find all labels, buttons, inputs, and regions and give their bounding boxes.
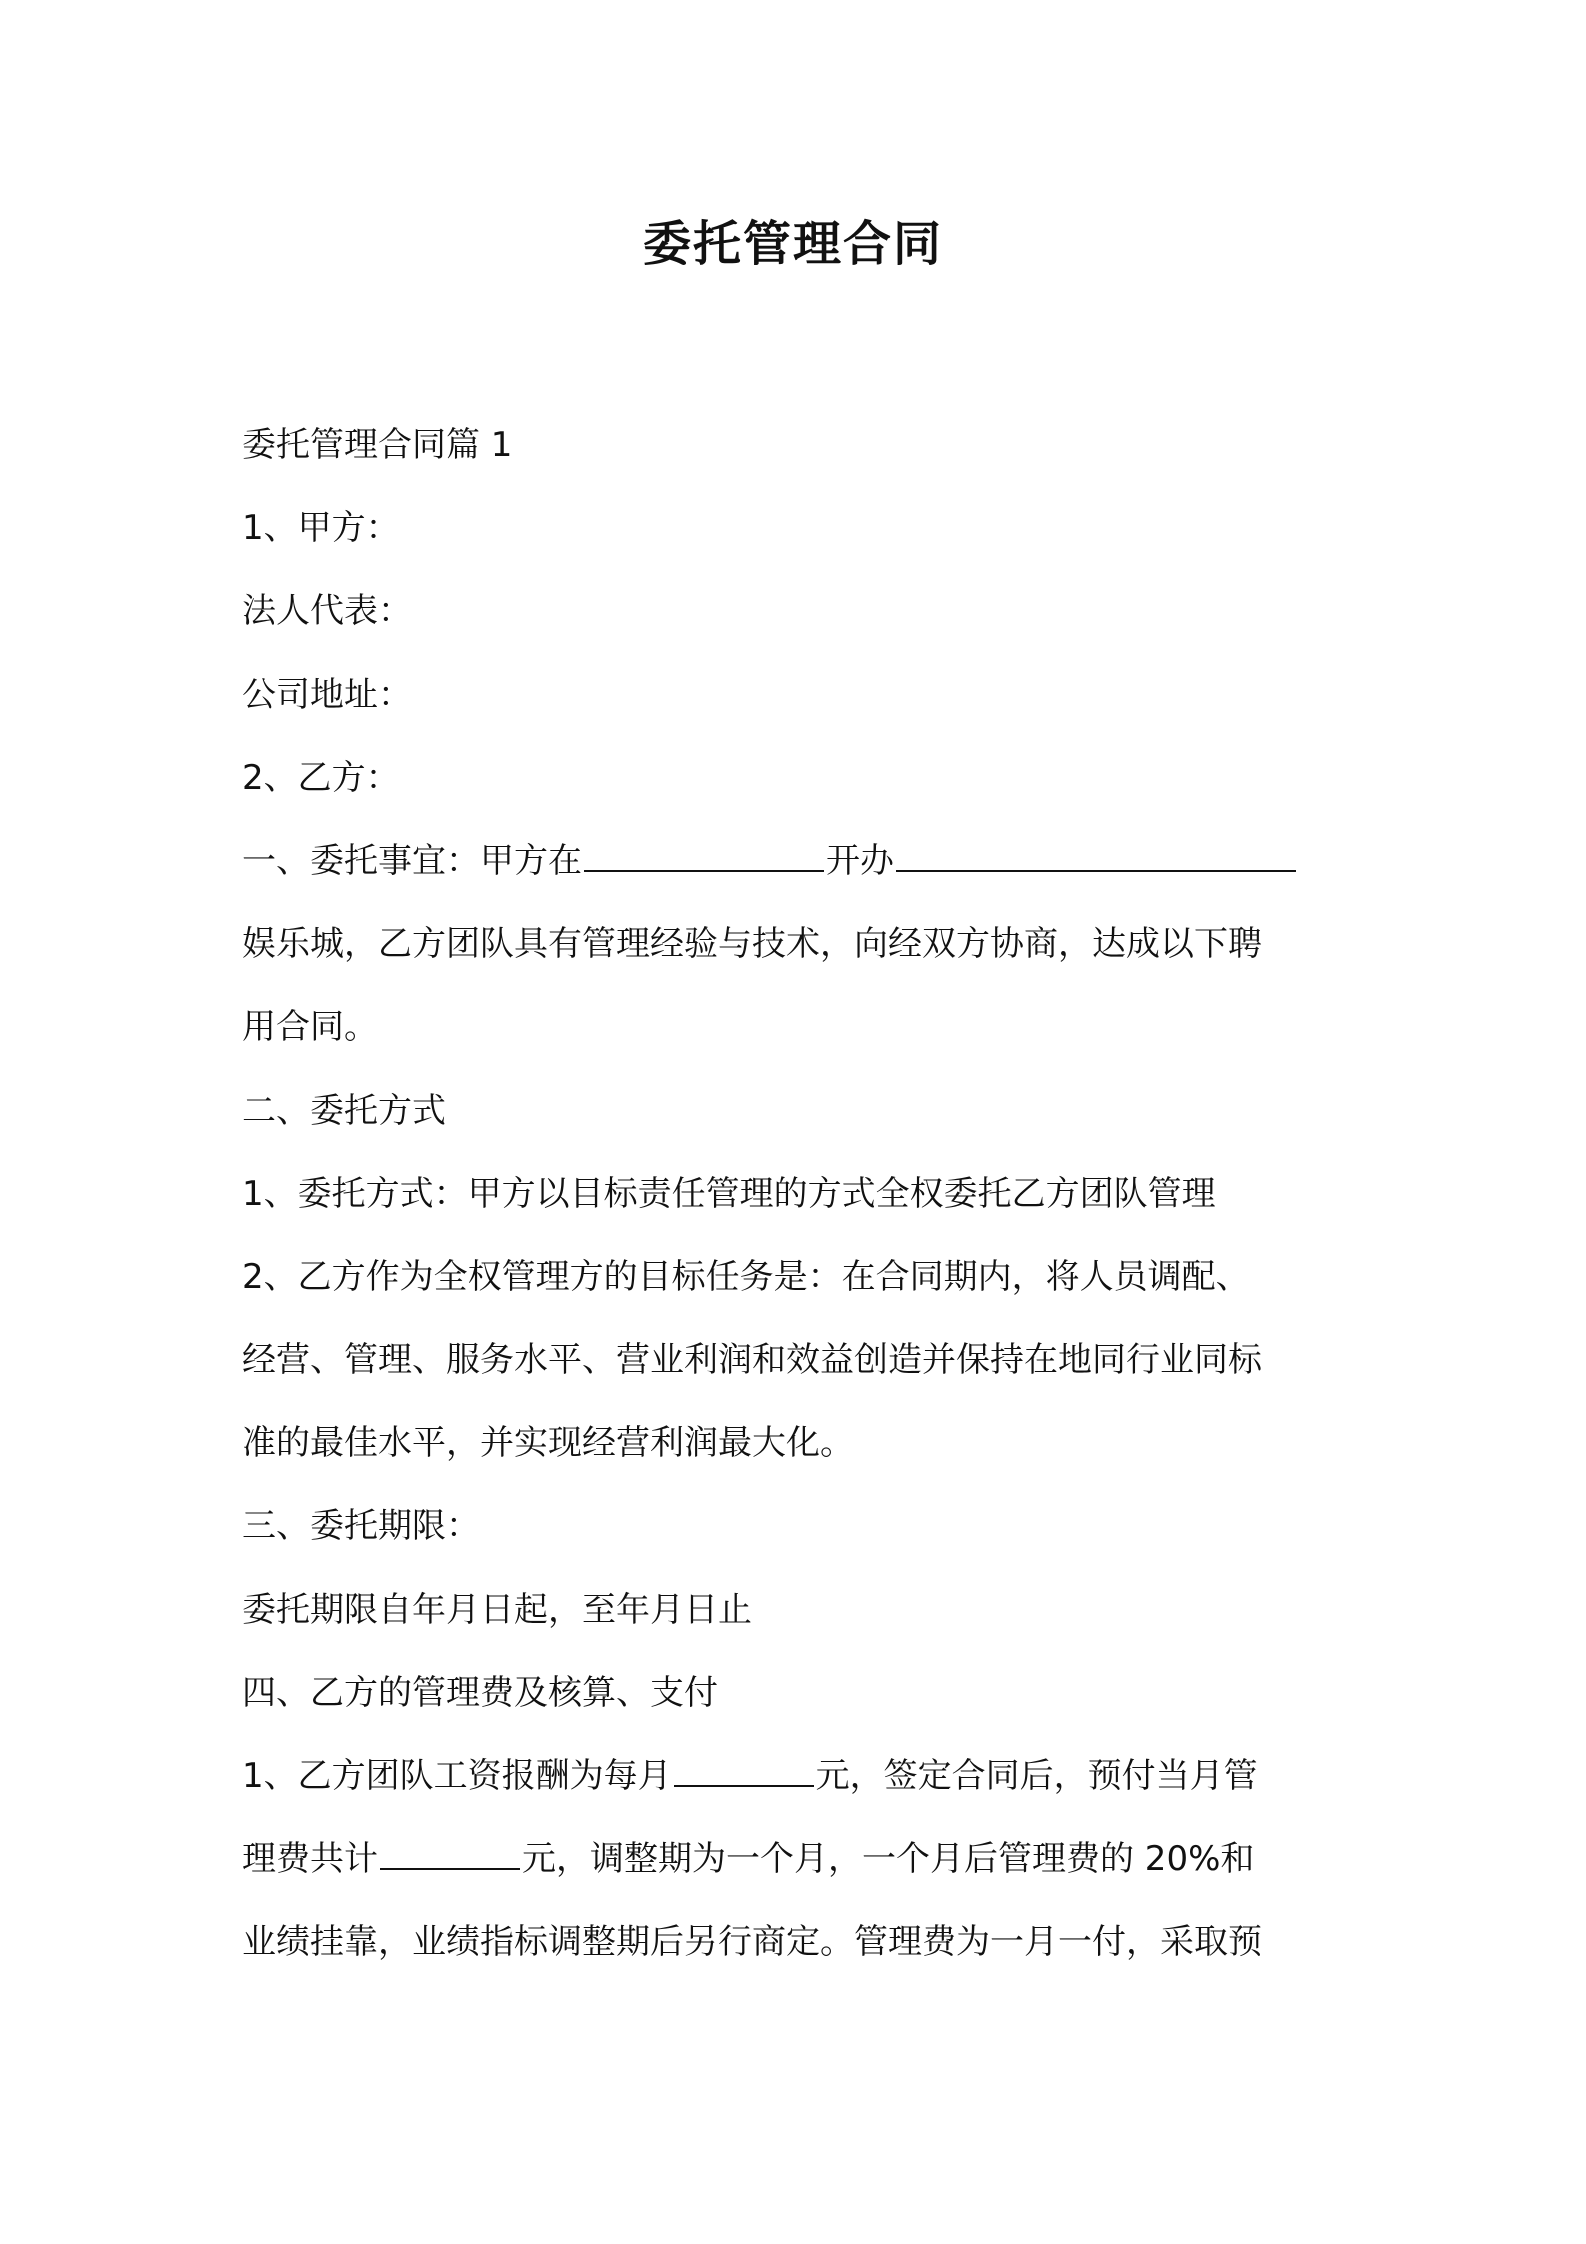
document-title: 委托管理合同 xyxy=(642,216,943,272)
matter-prefix: 一、委托事宜：甲方在 xyxy=(242,840,582,881)
legal-rep-label: 法人代表： xyxy=(242,591,412,632)
matter-line-3: 用合同。 xyxy=(242,1007,378,1048)
matter-line-2: 娱乐城，乙方团队具有管理经验与技术，向经双方协商，达成以下聘 xyxy=(242,924,1262,965)
fee-line2-suffix: 元，调整期为一个月，一个月后管理费的 20%和 xyxy=(522,1839,1255,1880)
fee-line2-prefix: 理费共计 xyxy=(242,1839,378,1880)
monthly-salary-blank xyxy=(674,1757,814,1787)
term-heading: 三、委托期限： xyxy=(242,1506,480,1547)
fee-line1-suffix: 元，签定合同后，预付当月管 xyxy=(815,1756,1258,1796)
document-body xyxy=(242,404,1358,1985)
company-address-label: 公司地址： xyxy=(242,674,412,715)
method-heading: 二、委托方式 xyxy=(242,1090,446,1131)
matter-line-1 xyxy=(242,820,1358,903)
fee-item-1-line-2 xyxy=(242,1818,1358,1901)
term-text: 委托期限自年月日起，至年月日止 xyxy=(242,1589,752,1630)
fee-heading: 四、乙方的管理费及核算、支付 xyxy=(242,1672,718,1713)
prepaid-fee-blank xyxy=(380,1840,520,1870)
fee-item-1-line-1 xyxy=(242,1735,1358,1818)
party-a-label: 1、甲方： xyxy=(242,508,400,549)
fee-line1-prefix: 1、乙方团队工资报酬为每月 xyxy=(242,1756,672,1796)
matter-middle: 开办 xyxy=(826,840,894,881)
venue-blank xyxy=(896,842,1296,872)
party-b-label: 2、乙方： xyxy=(242,757,400,798)
location-blank xyxy=(584,842,824,872)
fee-item-1-line-3: 业绩挂靠，业绩指标调整期后另行商定。管理费为一月一付，采取预 xyxy=(242,1922,1262,1963)
method-item-2-line-2: 经营、管理、服务水平、营业利润和效益创造并保持在地同行业同标 xyxy=(242,1340,1262,1381)
method-item-2-line-1: 2、乙方作为全权管理方的目标任务是：在合同期内，将人员调配、 xyxy=(242,1256,1250,1297)
method-item-2-line-3: 准的最佳水平，并实现经营利润最大化。 xyxy=(242,1423,854,1464)
section-heading: 委托管理合同篇 1 xyxy=(242,425,513,465)
method-item-1: 1、委托方式：甲方以目标责任管理的方式全权委托乙方团队管理 xyxy=(242,1173,1216,1214)
